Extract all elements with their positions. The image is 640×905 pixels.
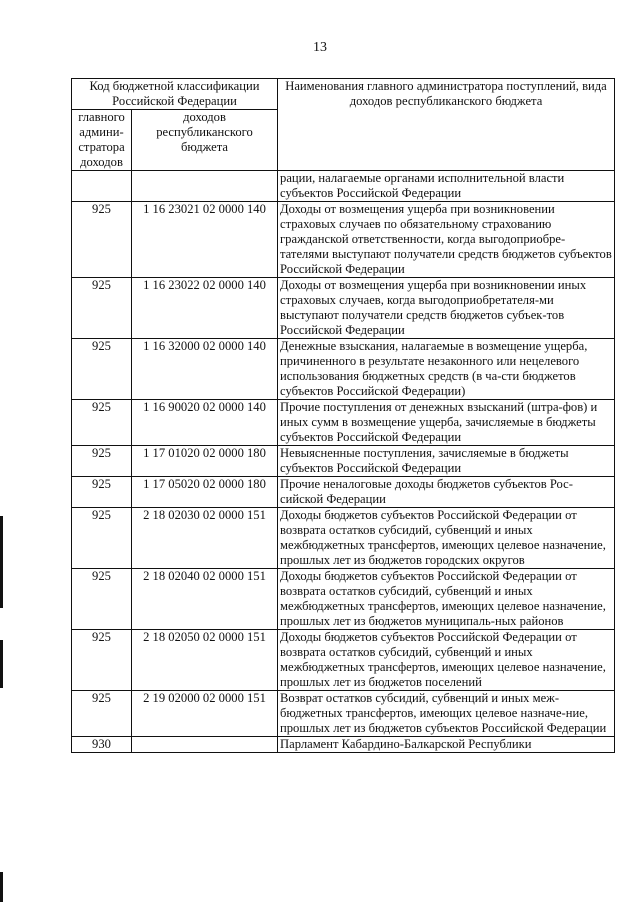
- description-cell: Прочие неналоговые доходы бюджетов субъектов Рос-сийской Федерации: [278, 477, 615, 508]
- income-code-cell: 1 16 23022 02 0000 140: [132, 278, 278, 339]
- header-admin-column: главного админи-стратора доходов: [72, 110, 132, 171]
- scan-margin-mark: [0, 872, 3, 902]
- admin-code-cell: 925: [72, 691, 132, 737]
- description-cell: рации, налагаемые органами исполнительной власти субъектов Российской Федерации: [278, 171, 615, 202]
- income-code-cell: 2 19 02000 02 0000 151: [132, 691, 278, 737]
- header-income-column: доходов республиканского бюджета: [132, 110, 278, 171]
- table-row: [72, 630, 615, 691]
- income-code-cell: 2 18 02030 02 0000 151: [132, 508, 278, 569]
- description-cell: Прочие поступления от денежных взысканий (штра-фов) и иных сумм в возмещение ущерба, зачисляемые в бюджеты субъектов Российской Федерации: [278, 400, 615, 446]
- admin-code-cell: 925: [72, 508, 132, 569]
- income-code-cell: 1 16 23021 02 0000 140: [132, 202, 278, 278]
- admin-code-cell: 925: [72, 477, 132, 508]
- table-row: [72, 171, 615, 202]
- income-code-cell: [132, 171, 278, 202]
- description-cell: Доходы бюджетов субъектов Российской Федерации от возврата остатков субсидий, субвенций и иных межбюджетных трансфертов, имеющих целевое назначение, прошлых лет из бюджетов городских округов: [278, 508, 615, 569]
- description-cell: Парламент Кабардино-Балкарской Республики: [278, 737, 615, 753]
- table-row: [72, 477, 615, 508]
- income-code-cell: [132, 737, 278, 753]
- table-row: [72, 691, 615, 737]
- income-code-cell: 2 18 02040 02 0000 151: [132, 569, 278, 630]
- table-row: [72, 400, 615, 446]
- income-code-cell: 1 16 90020 02 0000 140: [132, 400, 278, 446]
- description-cell: Невыясненные поступления, зачисляемые в бюджеты субъектов Российской Федерации: [278, 446, 615, 477]
- scan-margin-mark: [0, 640, 3, 688]
- table-row: [72, 569, 615, 630]
- table-row: [72, 339, 615, 400]
- table-row: [72, 202, 615, 278]
- income-code-cell: 1 17 05020 02 0000 180: [132, 477, 278, 508]
- admin-code-cell: 925: [72, 569, 132, 630]
- description-cell: Доходы от возмещения ущерба при возникновении страховых случаев по обязательному страхованию гражданской ответственности, когда выгодоприобре-тателями выступают получатели средств бюджетов субъектов Российской Федерации: [278, 202, 615, 278]
- budget-classification-table: [71, 78, 615, 753]
- description-cell: Доходы бюджетов субъектов Российской Федерации от возврата остатков субсидий, субвенций и иных межбюджетных трансфертов, имеющих целевое назначение, прошлых лет из бюджетов поселений: [278, 630, 615, 691]
- admin-code-cell: 925: [72, 446, 132, 477]
- admin-code-cell: 925: [72, 630, 132, 691]
- table-row: [72, 737, 615, 753]
- table-header-row-1: [72, 79, 615, 110]
- header-name-column: Наименования главного администратора поступлений, вида доходов республиканского бюджета: [278, 79, 615, 171]
- description-cell: Возврат остатков субсидий, субвенций и иных меж-бюджетных трансфертов, имеющих целевое назначе-ние, прошлых лет из бюджетов субъектов Российской Федерации: [278, 691, 615, 737]
- admin-code-cell: 925: [72, 339, 132, 400]
- scan-margin-mark: [0, 516, 3, 608]
- table-row: [72, 446, 615, 477]
- table-row: [72, 278, 615, 339]
- description-cell: Денежные взыскания, налагаемые в возмещение ущерба, причиненного в результате незаконного или нецелевого использования бюджетных средств (в ча-сти бюджетов субъектов Российской Федерации): [278, 339, 615, 400]
- admin-code-cell: 925: [72, 278, 132, 339]
- description-cell: Доходы от возмещения ущерба при возникновении иных страховых случаев, когда выгодоприобретателя-ми выступают получатели средств бюджетов субъек-тов Российской Федерации: [278, 278, 615, 339]
- admin-code-cell: 925: [72, 202, 132, 278]
- income-code-cell: 2 18 02050 02 0000 151: [132, 630, 278, 691]
- income-code-cell: 1 17 01020 02 0000 180: [132, 446, 278, 477]
- header-classification-group: Код бюджетной классификации Российской Федерации: [72, 79, 278, 110]
- page-number: 13: [313, 40, 327, 55]
- table-row: [72, 508, 615, 569]
- income-code-cell: 1 16 32000 02 0000 140: [132, 339, 278, 400]
- admin-code-cell: 925: [72, 400, 132, 446]
- admin-code-cell: 930: [72, 737, 132, 753]
- admin-code-cell: [72, 171, 132, 202]
- description-cell: Доходы бюджетов субъектов Российской Федерации от возврата остатков субсидий, субвенций и иных межбюджетных трансфертов, имеющих целевое назначение, прошлых лет из бюджетов муниципаль-ных районов: [278, 569, 615, 630]
